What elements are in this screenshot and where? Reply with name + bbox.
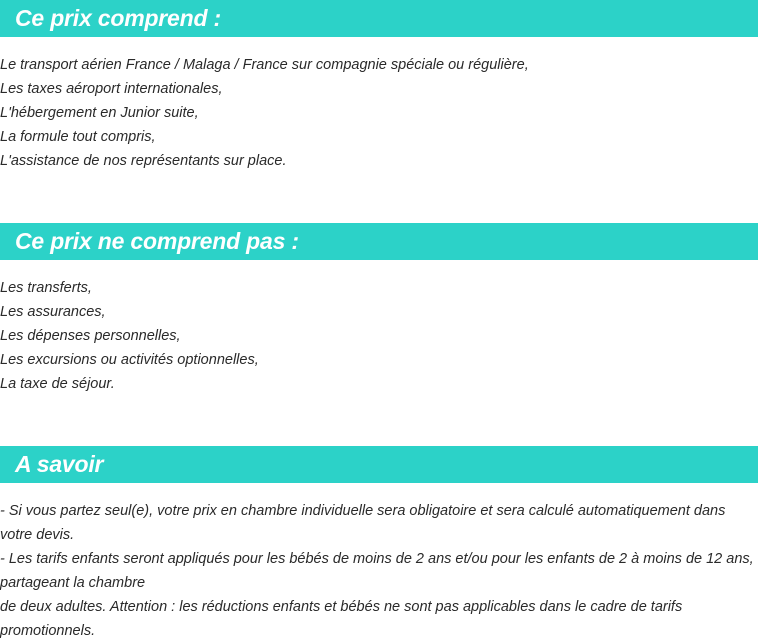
- not-included-item: Les assurances,: [0, 304, 106, 320]
- not-included-item: Les transferts,: [0, 280, 92, 296]
- section-title-included: Ce prix comprend :: [15, 5, 221, 31]
- included-item: Les taxes aéroport internationales,: [0, 81, 223, 97]
- included-item: Le transport aérien France / Malaga / France sur compagnie spéciale ou régulière,: [0, 57, 529, 73]
- section-body-included: [0, 53, 758, 173]
- section-body-info: [0, 499, 758, 643]
- section-header-included: [0, 0, 758, 37]
- not-included-item: La taxe de séjour.: [0, 376, 115, 392]
- section-title-not-included: Ce prix ne comprend pas :: [15, 228, 299, 254]
- info-note: de deux adultes. Attention : les réductions enfants et bébés ne sont pas applicables dans le cadre de tarifs promotionnels.: [0, 599, 683, 639]
- section-title-info: A savoir: [15, 451, 104, 477]
- included-item: La formule tout compris,: [0, 129, 156, 145]
- not-included-item: Les dépenses personnelles,: [0, 328, 181, 344]
- included-item: L'hébergement en Junior suite,: [0, 105, 199, 121]
- included-item: L'assistance de nos représentants sur place.: [0, 153, 287, 169]
- section-body-not-included: [0, 276, 758, 396]
- section-header-not-included: [0, 223, 758, 260]
- info-note: - Si vous partez seul(e), votre prix en chambre individuelle sera obligatoire et sera calculé automatiquement dans votre devis.: [0, 503, 726, 543]
- section-header-info: [0, 446, 758, 483]
- info-note: - Les tarifs enfants seront appliqués pour les bébés de moins de 2 ans et/ou pour les enfants de 2 à moins de 12 ans, partageant la chambre: [0, 551, 754, 591]
- not-included-item: Les excursions ou activités optionnelles,: [0, 352, 259, 368]
